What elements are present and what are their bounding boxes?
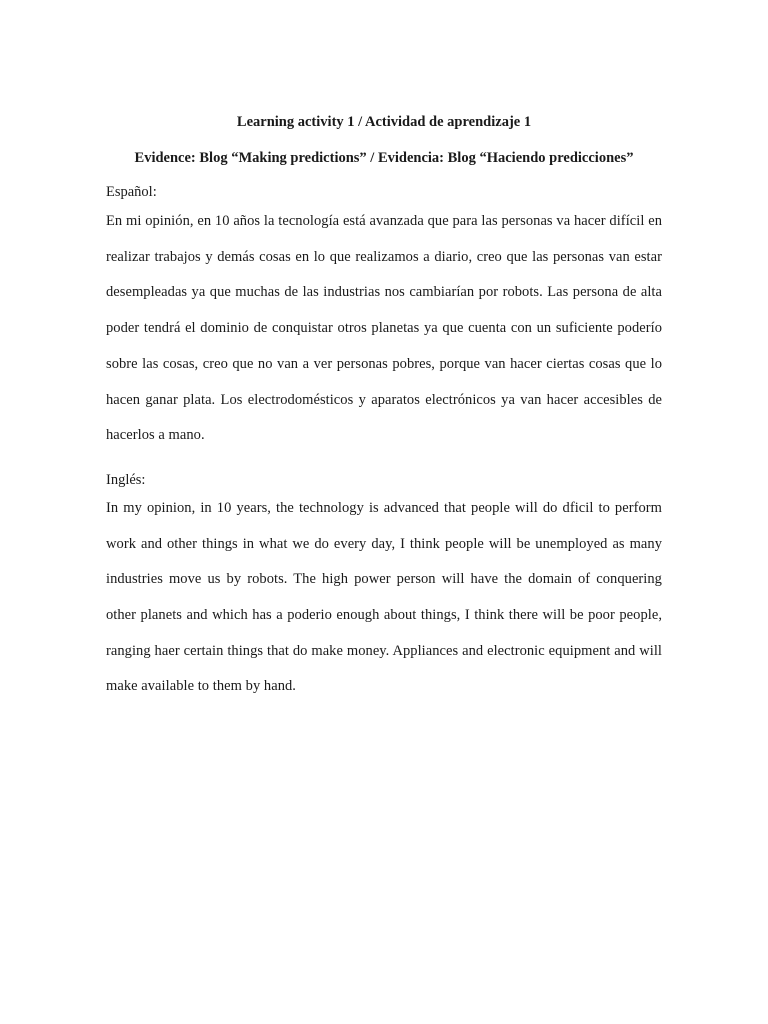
english-paragraph: In my opinion, in 10 years, the technology is advanced that people will do dficil to perform work and other things in what we do every day, I think people will be unemployed as many industries move us by robots. The high power person will have the domain of conquering other planets and which has a poderio enough about things, I think there will be poor people, ranging haer certain things that do make money. Appliances and electronic equipment and will make available to them by hand. — [106, 499, 662, 695]
spanish-section-label: Español: — [106, 184, 157, 200]
document-page — [106, 108, 662, 705]
spanish-paragraph: En mi opinión, en 10 años la tecnología está avanzada que para las personas va hacer difícil en realizar trabajos y demás cosas en lo que realizamos a diario, creo que las personas van estar desempleadas ya que muchas de las industrias nos cambiarían por robots. Las persona de alta poder tendrá el dominio de conquistar otros planetas ya que cuenta con un suficiente poderío sobre las cosas, creo que no van a ver personas pobres, porque van hacer ciertas cosas que lo hacen ganar plata. Los electrodomésticos y aparatos electrónicos ya van hacer accesibles de hacerlos a mano. — [106, 213, 662, 444]
document-subtitle: Evidence: Blog “Making predictions” / Evidencia: Blog “Haciendo predicciones” — [134, 150, 634, 166]
document-title: Learning activity 1 / Actividad de aprendizaje 1 — [236, 114, 532, 130]
english-section-label: Inglés: — [106, 471, 146, 488]
